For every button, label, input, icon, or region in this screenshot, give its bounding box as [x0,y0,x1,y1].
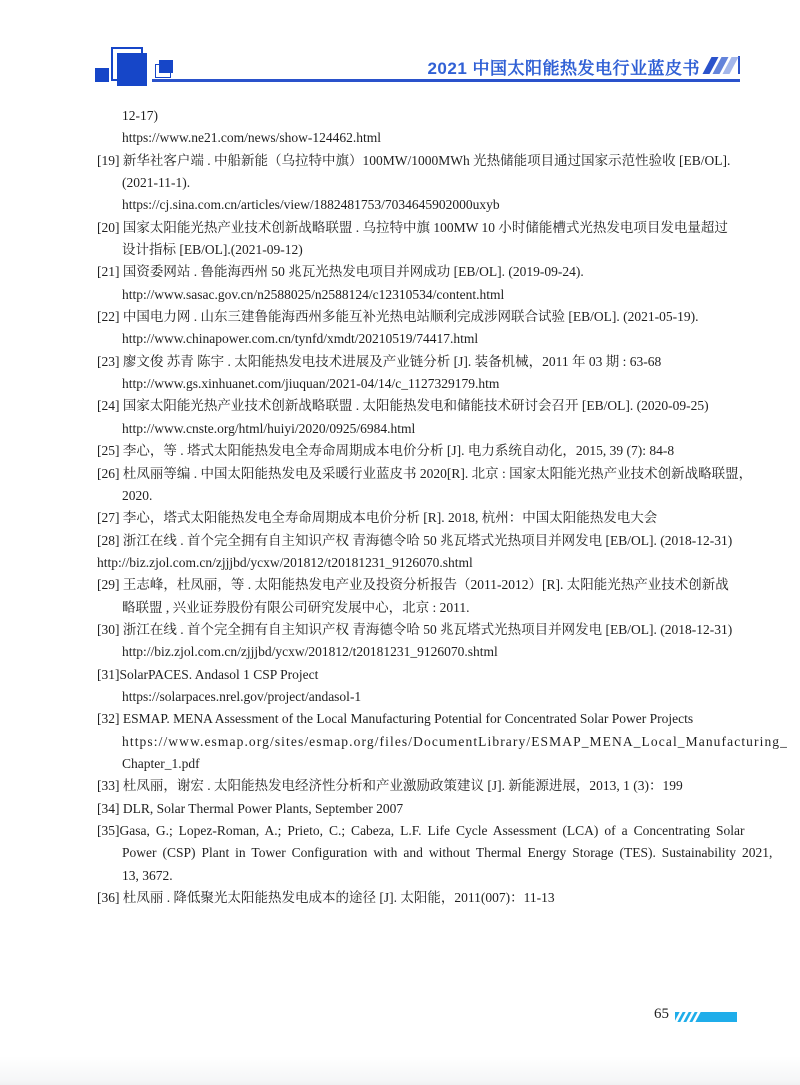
reference-line: http://www.gs.xinhuanet.com/jiuquan/2021-04/14/c_1127329179.htm [122,376,500,392]
reference-line: [30] 浙江在线 . 首个完全拥有自主知识产权 青海德令哈 50 兆瓦塔式光热项目并网发电 [EB/OL]. (2018-12-31) [97,621,733,637]
reference-line: 2020. [122,487,153,503]
references-list [97,105,789,909]
reference-line: [33] 杜凤丽，谢宏 . 太阳能热发电经济性分析和产业激励政策建议 [J]. 新能源进展，2013, 1 (3)：199 [97,778,683,794]
logo-small-left-square [95,68,109,82]
reference-line: https://solarpaces.nrel.gov/project/andasol-1 [122,688,362,704]
reference-line: [24] 国家太阳能光热产业技术创新战略联盟 . 太阳能热发电和储能技术研讨会召开 [EB/OL]. (2020-09-25) [97,398,709,414]
reference-line: (2021-11-1). [122,175,191,191]
reference-line: http://www.sasac.gov.cn/n2588025/n2588124/c12310534/content.html [122,286,505,302]
slashes-icon [707,56,740,74]
scan-edge-artifact [0,1056,800,1085]
reference-line: http://www.cnste.org/html/huiyi/2020/0925/6984.html [122,420,416,436]
reference-line: [27] 李心，塔式太阳能热发电全寿命周期成本电价分析 [R]. 2018, 杭州：中国太阳能热发电大会 [97,510,658,526]
reference-line: [26] 杜凤丽等编 . 中国太阳能热发电及采暖行业蓝皮书 2020[R]. 北京 : 国家太阳能光热产业技术创新战略联盟， [97,465,753,481]
reference-line: http://biz.zjol.com.cn/zjjjbd/ycxw/201812/t20181231_9126070.shtml [122,644,498,660]
reference-line: [21] 国资委网站 . 鲁能海西州 50 兆瓦光热发电项目并网成功 [EB/OL]. (2019-09-24). [97,264,584,280]
reference-line: [31]SolarPACES. Andasol 1 CSP Project [97,666,319,682]
reference-line: [34] DLR, Solar Thermal Power Plants, September 2007 [97,800,404,816]
logo-big-square [117,53,147,86]
reference-line: https://cj.sina.com.cn/articles/view/1882481753/7034645902000uxyb [122,197,500,213]
reference-line: [35]Gasa, G.; Lopez-Roman, A.; Prieto, C.; Cabeza, L.F. Life Cycle Assessment (LCA) of a Concentrating Solar [97,823,745,838]
reference-line: [19] 新华社客户端 . 中船新能（乌拉特中旗）100MW/1000MWh 光热储能项目通过国家示范性验收 [EB/OL]. [97,152,731,168]
logo-small-right-square [159,60,173,73]
reference-line: [32] ESMAP. MENA Assessment of the Local Manufacturing Potential for Concentrated Solar Power Projects [97,711,694,727]
reference-line: https://www.ne21.com/news/show-124462.html [122,130,381,146]
reference-line: [23] 廖文俊 苏青 陈宇 . 太阳能热发电技术进展及产业链分析 [J]. 装备机械，2011 年 03 期 : 63-68 [97,353,662,369]
blue-squares-logo-icon [93,44,177,90]
reference-line: 13, 3672. [122,867,173,883]
header-rule [152,79,740,82]
header-title: 2021 中国太阳能热发电行业蓝皮书 [427,59,700,78]
page-number: 65 [654,1006,669,1022]
reference-line: https://www.esmap.org/sites/esmap.org/files/DocumentLibrary/ESMAP_MENA_Local_Manufacturing_ [122,733,789,749]
reference-line: http://biz.zjol.com.cn/zjjjbd/ycxw/201812/t20181231_9126070.shtml [97,554,473,570]
reference-line: 12-17) [122,108,158,123]
reference-line: [25] 李心，等 . 塔式太阳能热发电全寿命周期成本电价分析 [J]. 电力系统自动化，2015, 39 (7): 84-8 [97,443,675,459]
reference-line: [29] 王志峰，杜凤丽，等 . 太阳能热发电产业及投资分析报告（2011-2012）[R]. 太阳能光热产业技术创新战 [97,577,729,593]
reference-line: Power (CSP) Plant in Tower Configuration with and without Thermal Energy Storage (TES). Sustainability 2021, [122,845,773,861]
reference-line: Chapter_1.pdf [122,755,200,771]
reference-line: 略联盟 , 兴业证券股份有限公司研究发展中心，北京 : 2011. [122,599,470,615]
footer-bar-icon [675,1012,737,1022]
reference-line: [36] 杜凤丽 . 降低聚光太阳能热发电成本的途径 [J]. 太阳能，2011(007)：11-13 [97,890,555,906]
reference-line: [20] 国家太阳能光热产业技术创新战略联盟 . 乌拉特中旗 100MW 10 小时储能槽式光热发电项目发电量超过 [97,219,728,235]
reference-line: [28] 浙江在线 . 首个完全拥有自主知识产权 青海德令哈 50 兆瓦塔式光热项目并网发电 [EB/OL]. (2018-12-31) [97,532,733,548]
reference-line: [22] 中国电力网 . 山东三建鲁能海西州多能互补光热电站顺利完成涉网联合试验 [EB/OL]. (2021-05-19). [97,309,699,325]
reference-line: 设计指标 [EB/OL].(2021-09-12) [122,242,303,258]
reference-line: http://www.chinapower.com.cn/tynfd/xmdt/20210519/74417.html [122,331,479,347]
